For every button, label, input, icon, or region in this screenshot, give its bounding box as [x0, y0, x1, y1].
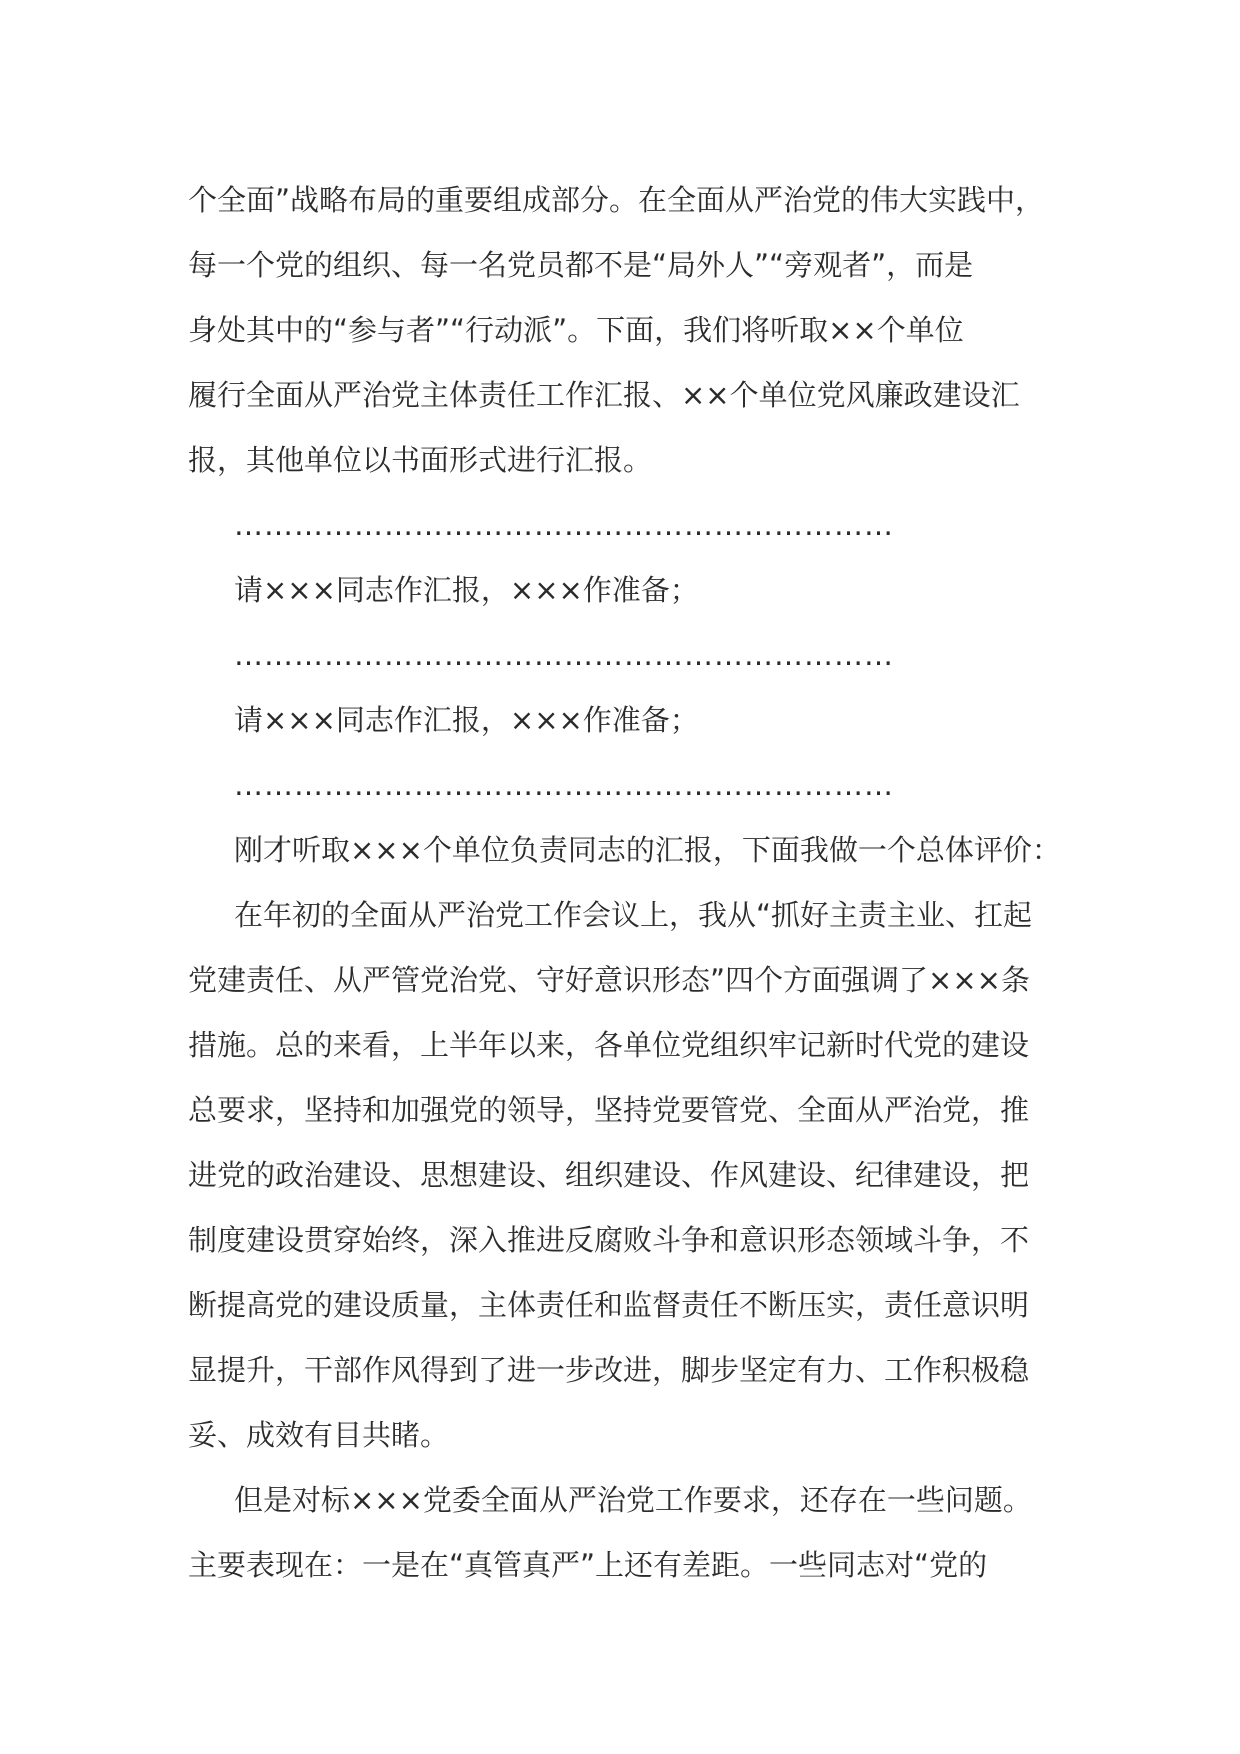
body-text: [188, 175, 1060, 1605]
text-line: 身处其中的“参与者”“行动派”。下面，我们将听取××个单位: [188, 313, 964, 347]
text-line: 请×××同志作汇报，×××作准备；: [234, 703, 699, 737]
dotted-separator: …………………………………………………………: [234, 768, 894, 802]
text-line: 制度建设贯穿始终，深入推进反腐败斗争和意识形态领域斗争，不: [188, 1223, 1030, 1257]
text-line: 措施。总的来看，上半年以来，各单位党组织牢记新时代党的建设: [188, 1028, 1030, 1062]
text-line: 显提升，干部作风得到了进一步改进，脚步坚定有力、工作积极稳: [188, 1353, 1030, 1387]
text-line: 主要表现在：一是在“真管真严”上还有差距。一些同志对“党的: [188, 1548, 988, 1582]
text-line: 在年初的全面从严治党工作会议上，我从“抓好主责主业、扛起: [234, 898, 1033, 932]
text-line: 每一个党的组织、每一名党员都不是“局外人”“旁观者”，而是: [188, 248, 974, 282]
dotted-separator: …………………………………………………………: [234, 508, 894, 542]
text-line: 妥、成效有目共睹。: [188, 1418, 450, 1452]
text-line: 履行全面从严治党主体责任工作汇报、××个单位党风廉政建设汇: [188, 378, 1020, 412]
dotted-separator: …………………………………………………………: [234, 638, 894, 672]
text-line: 请×××同志作汇报，×××作准备；: [234, 573, 699, 607]
text-line: 报，其他单位以书面形式进行汇报。: [188, 443, 653, 477]
text-line: 个全面”战略布局的重要组成部分。在全面从严治党的伟大实践中，: [188, 183, 1045, 217]
text-line: 党建责任、从严管党治党、守好意识形态”四个方面强调了×××条: [188, 963, 1030, 997]
text-line: 进党的政治建设、思想建设、组织建设、作风建设、纪律建设，把: [188, 1158, 1030, 1192]
text-line: 刚才听取×××个单位负责同志的汇报，下面我做一个总体评价：: [234, 833, 1061, 867]
text-line: 但是对标×××党委全面从严治党工作要求，还存在一些问题。: [234, 1483, 1032, 1517]
text-line: 断提高党的建设质量，主体责任和监督责任不断压实，责任意识明: [188, 1288, 1030, 1322]
text-line: 总要求，坚持和加强党的领导，坚持党要管党、全面从严治党，推: [188, 1093, 1030, 1127]
